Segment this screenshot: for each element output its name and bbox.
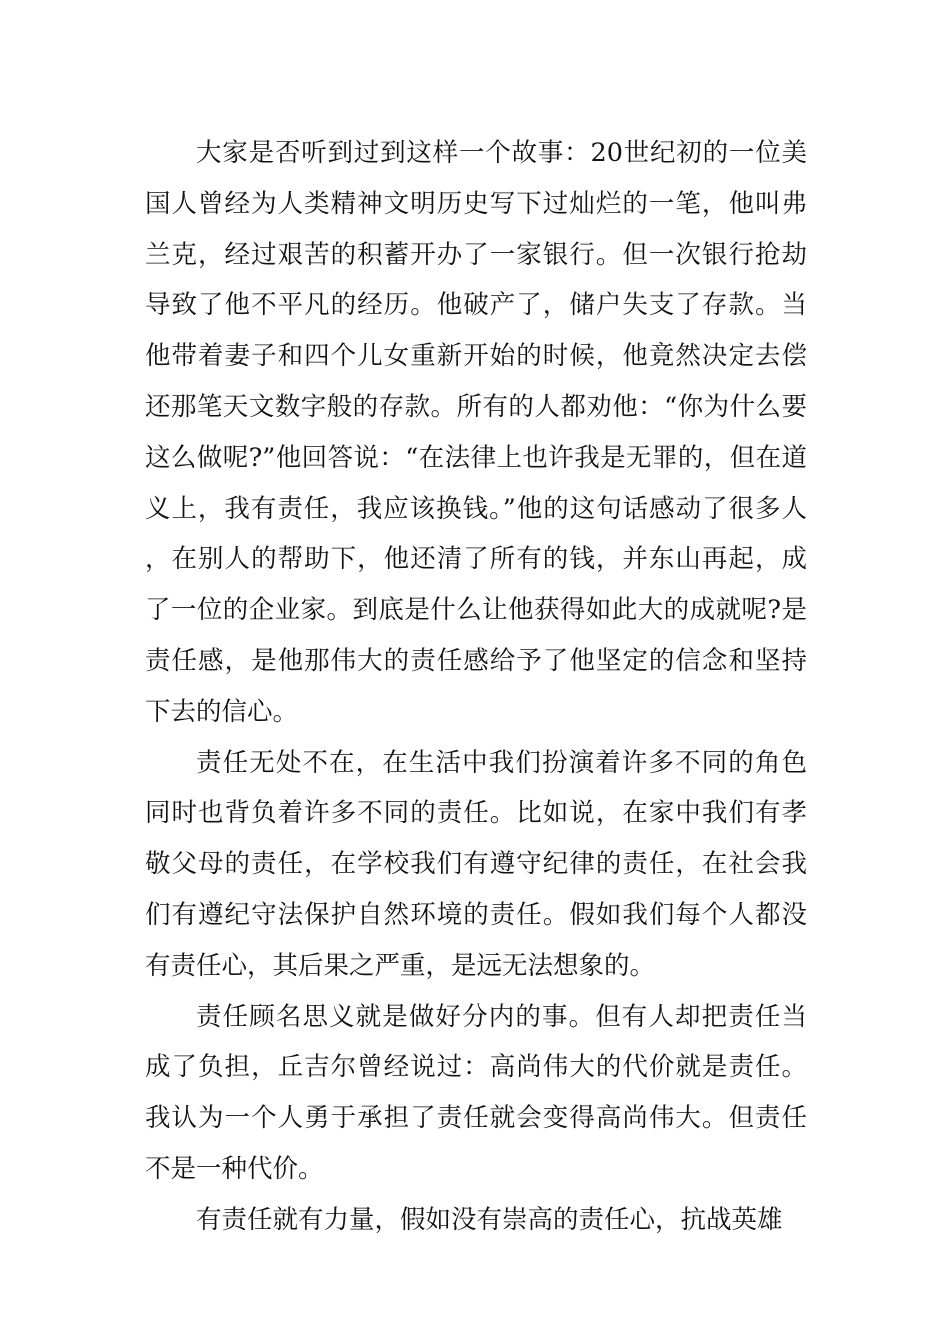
paragraph-1: 大家是否听到过到这样一个故事：20世纪初的一位美国人曾经为人类精神文明历史写下过灿烂的一笔，他叫弗兰克，经过艰苦的积蓄开办了一家银行。但一次银行抢劫导致了他不平凡的经历。他破产了，储户失支了存款。当他带着妻子和四个儿女重新开始的时候，他竟然决定去偿还那笔天文数字般的存款。所有的人都劝他：“你为什么要这么做呢?”他回答说：“在法律上也许我是无罪的，但在道义上，我有责任，我应该换钱。”他的这句话感动了很多人，在别人的帮助下，他还清了所有的钱，并东山再起，成了一位的企业家。到底是什么让他获得如此大的成就呢?是责任感，是他那伟大的责任感给予了他坚定的信念和坚持下去的信心。 [145,138,807,727]
paragraph-4: 有责任就有力量，假如没有崇高的责任心，抗战英雄 [196,1204,783,1235]
paragraph-3: 责任顾名思义就是做好分内的事。但有人却把责任当成了负担，丘吉尔曾经说过：高尚伟大的代价就是责任。我认为一个人勇于承担了责任就会变得高尚伟大。但责任不是一种代价。 [145,1001,807,1184]
paragraph-2: 责任无处不在，在生活中我们扮演着许多不同的角色同时也背负着许多不同的责任。比如说，在家中我们有孝敬父母的责任，在学校我们有遵守纪律的责任，在社会我们有遵纪守法保护自然环境的责任。假如我们每个人都没有责任心，其后果之严重，是远无法想象的。 [145,747,807,981]
document-body [145,128,807,1246]
